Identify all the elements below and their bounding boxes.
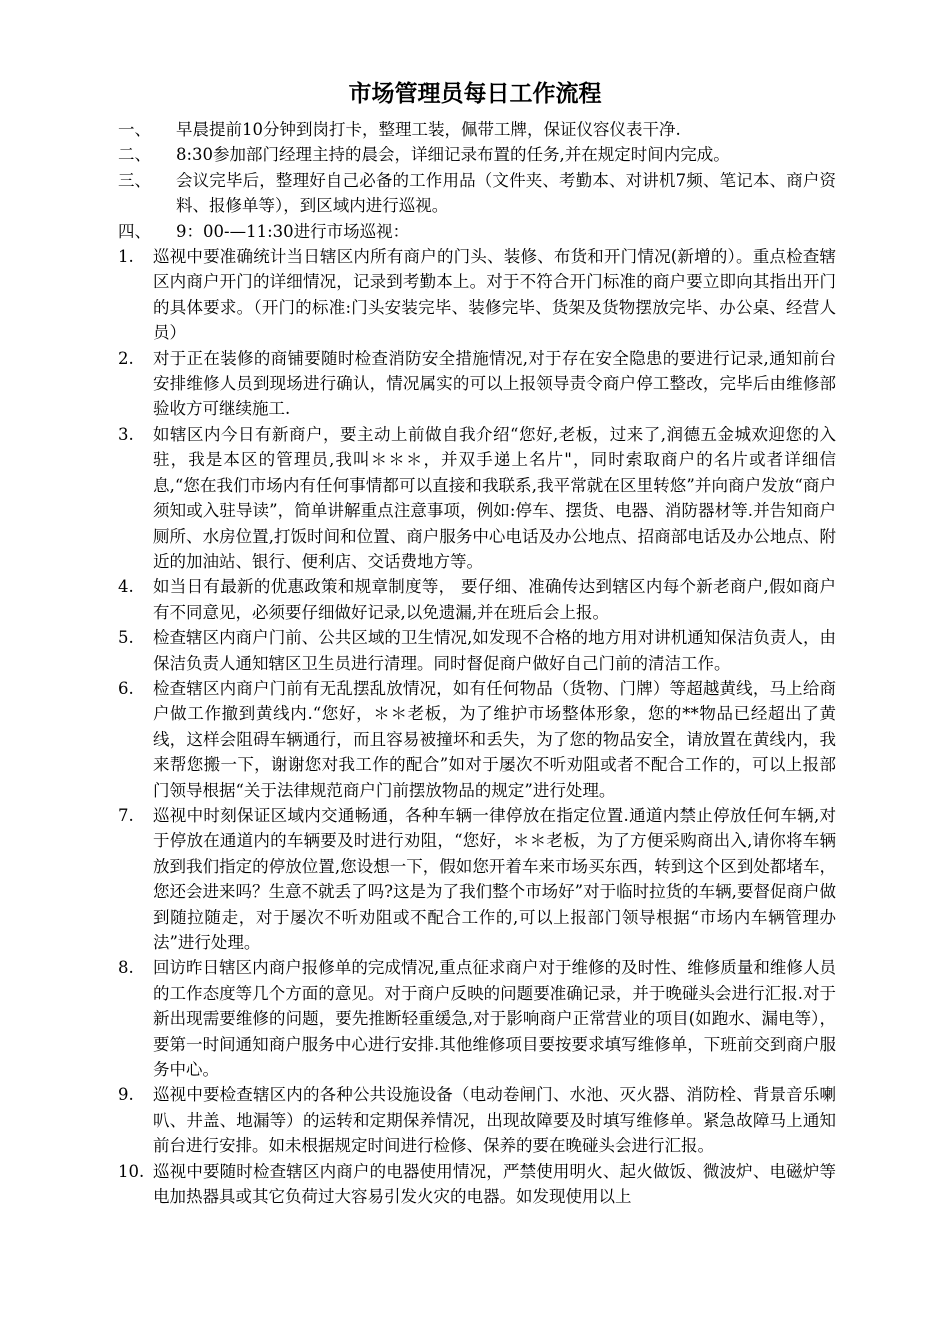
section-text: 8:30参加部门经理主持的晨会，详细记录布置的任务,并在规定时间内完成。 — [176, 145, 730, 165]
numbered-item — [0, 625, 950, 676]
numbered-item — [0, 244, 950, 346]
item-number: 3. — [118, 424, 134, 444]
item-number: 2. — [118, 348, 134, 368]
numbered-item — [0, 574, 950, 625]
section-marker: 一、 — [118, 120, 151, 139]
numbered-item — [0, 676, 950, 803]
item-text: 回访昨日辖区内商户报修单的完成情况,重点征求商户对于维修的及时性、维修质量和维修人员的工作态度等几个方面的意见。对于商户反映的问题要准确记录，并于晚碰头会进行汇报.对于新出现需要维修的问题，要先推断轻重缓急,对于影响商户正常营业的项目(如跑水、漏电等），要第一时间通知商户服务中心进行安排.其他维修项目要按要求填写维修单，下班前交到商户服务中心。 — [153, 958, 836, 1080]
item-number: 9. — [118, 1085, 134, 1105]
section-item — [0, 117, 950, 142]
item-text: 巡视中要随时检查辖区内商户的电器使用情况，严禁使用明火、起火做饭、微波炉、电磁炉等电加热器具或其它负荷过大容易引发火灾的电器。如发现使用以上 — [153, 1161, 836, 1207]
item-text: 如辖区内今日有新商户，要主动上前做自我介绍“您好,老板，过来了,润德五金城欢迎您的入驻，我是本区的管理员,我叫＊＊＊，并双手递上名片"，同时索取商户的名片或者详细信息,“您在我们市场内有任何事情都可以直接和我联系,我平常就在区里转悠”并向商户发放“商户须知或入驻导读”，简单讲解重点注意事项，例如:停车、摆货、电器、消防器材等.并告知商户厕所、水房位置,打饭时间和位置、商户服务中心电话及办公地点、招商部电话及办公地点、附近的加油站、银行、便利店、交话费地方等。 — [153, 424, 836, 571]
section-marker: 二、 — [118, 145, 151, 165]
item-text: 巡视中要准确统计当日辖区内所有商户的门头、装修、布货和开门情况(新增的）。重点检查辖区内商户开门的详细情况，记录到考勤本上。对于不符合开门标准的商户要立即向其指出开门的具体要求。（开门的标准:门头安装完毕、装修完毕、货架及货物摆放完毕、办公桌、经营人员） — [153, 247, 836, 343]
section-item — [0, 142, 950, 167]
section-item — [0, 219, 950, 244]
item-text: 如当日有最新的优惠政策和规章制度等， 要仔细、准确传达到辖区内每个新老商户,假如商户有不同意见，必须要仔细做好记录,以免遗漏,并在班后会上报。 — [153, 577, 836, 622]
item-text: 对于正在装修的商铺要随时检查消防安全措施情况,对于存在安全隐患的要进行记录,通知前台安排维修人员到现场进行确认，情况属实的可以上报领导责令商户停工整改，完毕后由维修部验收方可继续施工. — [153, 348, 836, 419]
section-item — [0, 168, 950, 219]
numbered-item — [0, 346, 950, 422]
item-number: 5. — [118, 628, 134, 648]
section-text: 早晨提前10分钟到岗打卡，整理工装，佩带工牌，保证仪容仪表干净. — [176, 120, 681, 139]
item-number: 4. — [118, 577, 134, 597]
item-text: 巡视中要检查辖区内的各种公共设施设备（电动卷闸门、水池、灭火器、消防栓、背景音乐喇叭、井盖、地漏等）的运转和定期保养情况，出现故障要及时填写维修单。紧急故障马上通知前台进行安排。如未根据规定时间进行检修、保养的要在晚碰头会进行汇报。 — [153, 1085, 836, 1156]
item-number: 7. — [118, 805, 134, 825]
numbered-item — [0, 422, 950, 574]
item-number: 6. — [118, 678, 134, 698]
item-number: 10. — [118, 1161, 145, 1181]
procedure-list — [0, 117, 950, 1209]
item-text: 巡视中时刻保证区域内交通畅通，各种车辆一律停放在指定位置.通道内禁止停放任何车辆,对于停放在通道内的车辆要及时进行劝阻，“您好，＊＊老板，为了方便采购商出入,请你将车辆放到我们指定的停放位置,您设想一下，假如您开着车来市场买东西，转到这个区到处都堵车，您还会进来吗？生意不就丢了吗?这是为了我们整个市场好”对于临时拉货的车辆,要督促商户做到随拉随走，对于屡次不听劝阻或不配合工作的,可以上报部门领导根据“市场内车辆管理办法”进行处理。 — [153, 805, 836, 952]
item-text: 检查辖区内商户门前有无乱摆乱放情况，如有任何物品（货物、门牌）等超越黄线，马上给商户做工作撤到黄线内.“您好，＊＊老板，为了维护市场整体形象，您的**物品已经超出了黄线，这样会阻碍车辆通行，而且容易被撞坏和丢失，为了您的物品安全，请放置在黄线内，我来帮您搬一下，谢谢您对我工作的配合”如对于屡次不听劝阻或者不配合工作的，可以上报部门领导根据“关于法律规范商户门前摆放物品的规定”进行处理。 — [153, 678, 836, 800]
document-title: 市场管理员每日工作流程 — [348, 80, 602, 107]
numbered-item — [0, 1082, 950, 1158]
item-number: 8. — [118, 958, 134, 978]
section-marker: 三、 — [118, 170, 151, 190]
numbered-item — [0, 803, 950, 955]
item-number: 1. — [118, 247, 134, 267]
section-marker: 四、 — [118, 221, 151, 241]
section-text: 9：00-—11:30进行市场巡视： — [176, 221, 410, 241]
item-text: 检查辖区内商户门前、公共区域的卫生情况,如发现不合格的地方用对讲机通知保洁负责人，由保洁负责人通知辖区卫生员进行清理。同时督促商户做好自己门前的清洁工作。 — [153, 628, 836, 673]
numbered-item — [0, 1159, 950, 1210]
section-text: 会议完毕后，整理好自己必备的工作用品（文件夹、考勤本、对讲机7频、笔记本、商户资料、报修单等），到区域内进行巡视。 — [176, 170, 836, 216]
numbered-item — [0, 955, 950, 1082]
